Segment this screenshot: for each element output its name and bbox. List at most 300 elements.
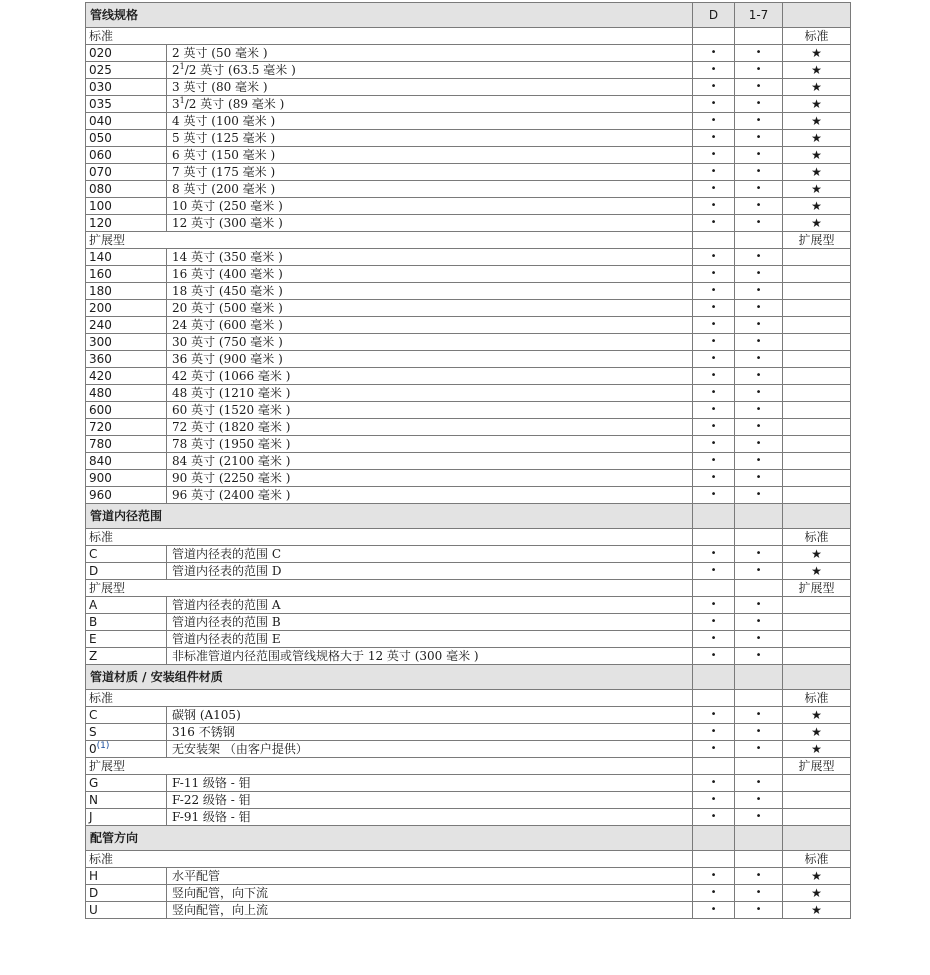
group-label-row [86, 28, 851, 45]
column-header-d: D [693, 3, 735, 28]
standard-blank [783, 631, 851, 648]
standard-blank [783, 453, 851, 470]
option-code: C [89, 547, 98, 561]
availability-d: • [693, 792, 735, 809]
option-code-cell [86, 597, 167, 614]
standard-blank [783, 385, 851, 402]
availability-range: • [735, 164, 783, 181]
description-whole: 3 [172, 97, 180, 111]
availability-range: • [735, 885, 783, 902]
option-row [86, 868, 851, 885]
standard-star-icon: ★ [783, 45, 851, 62]
option-description: 30 英寸 (750 毫米 ) [167, 334, 693, 351]
standard-blank [783, 436, 851, 453]
standard-star-icon: ★ [783, 868, 851, 885]
option-code-cell [86, 470, 167, 487]
standard-star-icon: ★ [783, 79, 851, 96]
availability-d: • [693, 885, 735, 902]
option-row [86, 249, 851, 266]
availability-d: • [693, 419, 735, 436]
group-blank-range [735, 690, 783, 707]
option-row [86, 198, 851, 215]
availability-range: • [735, 546, 783, 563]
option-description: 18 英寸 (450 毫米 ) [167, 283, 693, 300]
availability-d: • [693, 368, 735, 385]
availability-range: • [735, 902, 783, 919]
option-code: G [89, 776, 99, 790]
availability-d: • [693, 724, 735, 741]
availability-d: • [693, 436, 735, 453]
standard-blank [783, 249, 851, 266]
availability-range: • [735, 113, 783, 130]
option-description: 12 英寸 (300 毫米 ) [167, 215, 693, 232]
availability-d: • [693, 614, 735, 631]
option-row [86, 79, 851, 96]
option-description: 78 英寸 (1950 毫米 ) [167, 436, 693, 453]
option-code-cell [86, 62, 167, 79]
availability-range: • [735, 453, 783, 470]
option-description: 竖向配管，向上流 [167, 902, 693, 919]
availability-d: • [693, 809, 735, 826]
availability-d: • [693, 147, 735, 164]
option-code-cell [86, 453, 167, 470]
group-marker: 扩展型 [783, 758, 851, 775]
option-code: 030 [89, 80, 112, 94]
option-row [86, 62, 851, 79]
availability-range: • [735, 707, 783, 724]
availability-d: • [693, 300, 735, 317]
availability-range: • [735, 724, 783, 741]
option-description: 24 英寸 (600 毫米 ) [167, 317, 693, 334]
group-blank-d [693, 580, 735, 597]
availability-range: • [735, 385, 783, 402]
standard-star-icon: ★ [783, 147, 851, 164]
option-code-cell [86, 868, 167, 885]
option-code-cell [86, 300, 167, 317]
option-code: 420 [89, 369, 112, 383]
availability-range: • [735, 402, 783, 419]
section-header-row [86, 504, 851, 529]
option-description: 316 不锈钢 [167, 724, 693, 741]
option-code-cell [86, 707, 167, 724]
option-description: 8 英寸 (200 毫米 ) [167, 181, 693, 198]
availability-range: • [735, 868, 783, 885]
option-row [86, 470, 851, 487]
availability-d: • [693, 62, 735, 79]
availability-range: • [735, 741, 783, 758]
option-description: 60 英寸 (1520 毫米 ) [167, 402, 693, 419]
group-blank-range [735, 529, 783, 546]
option-code-cell [86, 334, 167, 351]
group-label-row [86, 851, 851, 868]
group-blank-d [693, 28, 735, 45]
option-description: 水平配管 [167, 868, 693, 885]
availability-d: • [693, 385, 735, 402]
option-row [86, 300, 851, 317]
option-code: B [89, 615, 98, 629]
option-code-cell [86, 724, 167, 741]
group-label-row [86, 758, 851, 775]
option-code-cell [86, 249, 167, 266]
standard-star-icon: ★ [783, 215, 851, 232]
availability-d: • [693, 741, 735, 758]
option-code-cell [86, 402, 167, 419]
option-description: 48 英寸 (1210 毫米 ) [167, 385, 693, 402]
availability-range: • [735, 266, 783, 283]
group-marker: 扩展型 [783, 580, 851, 597]
column-header-range [735, 504, 783, 529]
option-code: H [89, 869, 99, 883]
standard-star-icon: ★ [783, 707, 851, 724]
option-description: 36 英寸 (900 毫米 ) [167, 351, 693, 368]
availability-d: • [693, 453, 735, 470]
option-code: U [89, 903, 98, 917]
availability-range: • [735, 147, 783, 164]
standard-star-icon: ★ [783, 96, 851, 113]
option-description: 非标准管道内径范围或管线规格大于 12 英寸 (300 毫米 ) [167, 648, 693, 665]
description-fraction-numerator: 1 [179, 96, 185, 105]
section-header-row [86, 826, 851, 851]
option-code-cell [86, 317, 167, 334]
availability-d: • [693, 215, 735, 232]
standard-star-icon: ★ [783, 724, 851, 741]
availability-d: • [693, 546, 735, 563]
standard-blank [783, 648, 851, 665]
option-row [86, 334, 851, 351]
section-title: 管道材质 / 安装组件材质 [86, 665, 693, 690]
group-blank-d [693, 690, 735, 707]
option-code: 100 [89, 199, 112, 213]
availability-d: • [693, 266, 735, 283]
group-blank-d [693, 758, 735, 775]
column-header-blank [783, 826, 851, 851]
group-marker: 标准 [783, 28, 851, 45]
availability-d: • [693, 164, 735, 181]
group-label: 标准 [86, 851, 693, 868]
availability-range: • [735, 419, 783, 436]
option-row [86, 385, 851, 402]
availability-range: • [735, 317, 783, 334]
group-marker: 标准 [783, 690, 851, 707]
group-blank-d [693, 851, 735, 868]
standard-star-icon: ★ [783, 902, 851, 919]
option-code: 480 [89, 386, 112, 400]
option-code-cell [86, 902, 167, 919]
option-row [86, 707, 851, 724]
option-code-cell [86, 775, 167, 792]
option-code: 025 [89, 63, 112, 77]
availability-range: • [735, 487, 783, 504]
option-code-cell [86, 792, 167, 809]
option-row [86, 546, 851, 563]
spec-table [85, 2, 851, 919]
section-title: 管道内径范围 [86, 504, 693, 529]
option-description: 96 英寸 (2400 毫米 ) [167, 487, 693, 504]
option-code: 780 [89, 437, 112, 451]
column-header-d [693, 665, 735, 690]
option-description: 无安装架 （由客户提供） [167, 741, 693, 758]
spec-table-body [86, 3, 851, 919]
standard-star-icon: ★ [783, 130, 851, 147]
option-code: E [89, 632, 97, 646]
option-code-cell [86, 419, 167, 436]
option-description: 14 英寸 (350 毫米 ) [167, 249, 693, 266]
option-code: 240 [89, 318, 112, 332]
option-code: 060 [89, 148, 112, 162]
option-description: 72 英寸 (1820 毫米 ) [167, 419, 693, 436]
availability-d: • [693, 631, 735, 648]
option-code: 035 [89, 97, 112, 111]
option-row [86, 563, 851, 580]
group-blank-range [735, 851, 783, 868]
column-header-d [693, 826, 735, 851]
section-title: 管线规格 [86, 3, 693, 28]
option-row [86, 283, 851, 300]
standard-star-icon: ★ [783, 62, 851, 79]
option-code: D [89, 886, 99, 900]
option-code-cell [86, 546, 167, 563]
option-row [86, 45, 851, 62]
option-code: C [89, 708, 98, 722]
option-code-cell [86, 741, 167, 758]
availability-d: • [693, 868, 735, 885]
availability-range: • [735, 631, 783, 648]
availability-range: • [735, 470, 783, 487]
option-code: 040 [89, 114, 112, 128]
option-code-cell [86, 487, 167, 504]
column-header-blank [783, 3, 851, 28]
availability-d: • [693, 648, 735, 665]
group-marker: 标准 [783, 529, 851, 546]
option-code-cell [86, 181, 167, 198]
option-code-cell [86, 648, 167, 665]
group-blank-range [735, 580, 783, 597]
group-marker: 扩展型 [783, 232, 851, 249]
option-code-cell [86, 614, 167, 631]
group-label-row [86, 690, 851, 707]
option-row [86, 419, 851, 436]
group-label-row [86, 232, 851, 249]
option-description: 竖向配管，向下流 [167, 885, 693, 902]
availability-d: • [693, 597, 735, 614]
option-description: 管道内径表的范围 D [167, 563, 693, 580]
description-rest: /2 英寸 (63.5 毫米 ) [184, 63, 296, 77]
availability-d: • [693, 402, 735, 419]
standard-blank [783, 283, 851, 300]
option-row [86, 453, 851, 470]
availability-d: • [693, 470, 735, 487]
availability-range: • [735, 351, 783, 368]
standard-blank [783, 266, 851, 283]
option-description: 3 英寸 (80 毫米 ) [167, 79, 693, 96]
group-label: 扩展型 [86, 232, 693, 249]
availability-range: • [735, 648, 783, 665]
availability-range: • [735, 96, 783, 113]
availability-d: • [693, 113, 735, 130]
standard-blank [783, 470, 851, 487]
availability-d: • [693, 45, 735, 62]
option-description: 90 英寸 (2250 毫米 ) [167, 470, 693, 487]
option-code-cell [86, 130, 167, 147]
option-row [86, 741, 851, 758]
availability-range: • [735, 792, 783, 809]
option-row [86, 487, 851, 504]
option-code: 600 [89, 403, 112, 417]
availability-d: • [693, 317, 735, 334]
standard-star-icon: ★ [783, 885, 851, 902]
standard-blank [783, 419, 851, 436]
option-description: 管道内径表的范围 E [167, 631, 693, 648]
option-code-cell [86, 79, 167, 96]
group-blank-range [735, 28, 783, 45]
group-label: 标准 [86, 690, 693, 707]
option-code: 070 [89, 165, 112, 179]
standard-blank [783, 792, 851, 809]
availability-d: • [693, 249, 735, 266]
option-description: 4 英寸 (100 毫米 ) [167, 113, 693, 130]
option-description: 84 英寸 (2100 毫米 ) [167, 453, 693, 470]
availability-d: • [693, 775, 735, 792]
option-code: D [89, 564, 99, 578]
option-description: 管道内径表的范围 B [167, 614, 693, 631]
option-row [86, 885, 851, 902]
standard-blank [783, 300, 851, 317]
group-label: 标准 [86, 28, 693, 45]
option-description: 5 英寸 (125 毫米 ) [167, 130, 693, 147]
standard-blank [783, 775, 851, 792]
standard-blank [783, 402, 851, 419]
option-row [86, 181, 851, 198]
standard-star-icon: ★ [783, 164, 851, 181]
option-code-cell [86, 885, 167, 902]
option-code: 020 [89, 46, 112, 60]
section-header-row [86, 665, 851, 690]
availability-d: • [693, 334, 735, 351]
option-row [86, 614, 851, 631]
option-code-cell [86, 351, 167, 368]
option-code: 720 [89, 420, 112, 434]
availability-d: • [693, 351, 735, 368]
group-blank-d [693, 529, 735, 546]
standard-blank [783, 614, 851, 631]
availability-range: • [735, 283, 783, 300]
availability-d: • [693, 487, 735, 504]
option-description: 6 英寸 (150 毫米 ) [167, 147, 693, 164]
option-code-cell [86, 563, 167, 580]
standard-star-icon: ★ [783, 563, 851, 580]
option-code: 160 [89, 267, 112, 281]
availability-range: • [735, 614, 783, 631]
option-row [86, 164, 851, 181]
option-code: A [89, 598, 98, 612]
standard-star-icon: ★ [783, 181, 851, 198]
option-code: 960 [89, 488, 112, 502]
group-label: 扩展型 [86, 758, 693, 775]
option-description: 管道内径表的范围 C [167, 546, 693, 563]
option-code-cell [86, 147, 167, 164]
section-title: 配管方向 [86, 826, 693, 851]
availability-range: • [735, 198, 783, 215]
option-description: F-22 级铬 - 钼 [167, 792, 693, 809]
standard-star-icon: ★ [783, 113, 851, 130]
availability-range: • [735, 130, 783, 147]
standard-blank [783, 809, 851, 826]
group-label: 标准 [86, 529, 693, 546]
standard-star-icon: ★ [783, 198, 851, 215]
option-code-cell [86, 283, 167, 300]
option-code: 080 [89, 182, 112, 196]
column-header-range: 1-7 [735, 3, 783, 28]
option-description: 20 英寸 (500 毫米 ) [167, 300, 693, 317]
section-header-row [86, 3, 851, 28]
option-row [86, 402, 851, 419]
option-code: 0 [89, 742, 97, 756]
option-row [86, 368, 851, 385]
option-code: 840 [89, 454, 112, 468]
option-row [86, 724, 851, 741]
availability-range: • [735, 249, 783, 266]
option-row [86, 648, 851, 665]
column-header-blank [783, 504, 851, 529]
option-description: F-11 级铬 - 钼 [167, 775, 693, 792]
option-code-cell [86, 631, 167, 648]
footnote-ref[interactable]: (1) [96, 741, 110, 751]
availability-range: • [735, 181, 783, 198]
option-code-cell [86, 436, 167, 453]
availability-d: • [693, 902, 735, 919]
availability-range: • [735, 368, 783, 385]
standard-star-icon: ★ [783, 546, 851, 563]
availability-d: • [693, 283, 735, 300]
availability-range: • [735, 563, 783, 580]
description-rest: /2 英寸 (89 毫米 ) [184, 97, 285, 111]
availability-range: • [735, 215, 783, 232]
option-row [86, 113, 851, 130]
group-label-row [86, 580, 851, 597]
option-description: 7 英寸 (175 毫米 ) [167, 164, 693, 181]
option-row [86, 597, 851, 614]
availability-range: • [735, 45, 783, 62]
standard-star-icon: ★ [783, 741, 851, 758]
option-code: 200 [89, 301, 112, 315]
availability-range: • [735, 62, 783, 79]
option-row [86, 902, 851, 919]
option-row [86, 317, 851, 334]
column-header-blank [783, 665, 851, 690]
availability-range: • [735, 809, 783, 826]
group-marker: 标准 [783, 851, 851, 868]
group-blank-range [735, 758, 783, 775]
option-row [86, 96, 851, 113]
availability-range: • [735, 334, 783, 351]
availability-range: • [735, 79, 783, 96]
option-description [167, 62, 693, 79]
option-code-cell [86, 266, 167, 283]
availability-d: • [693, 707, 735, 724]
option-code-cell [86, 198, 167, 215]
option-code: 300 [89, 335, 112, 349]
option-code-cell [86, 368, 167, 385]
standard-blank [783, 351, 851, 368]
option-row [86, 631, 851, 648]
option-code: Z [89, 649, 98, 663]
column-header-range [735, 665, 783, 690]
option-description: 碳钢 (A105) [167, 707, 693, 724]
option-code: 120 [89, 216, 112, 230]
standard-blank [783, 317, 851, 334]
availability-range: • [735, 300, 783, 317]
option-description: 16 英寸 (400 毫米 ) [167, 266, 693, 283]
